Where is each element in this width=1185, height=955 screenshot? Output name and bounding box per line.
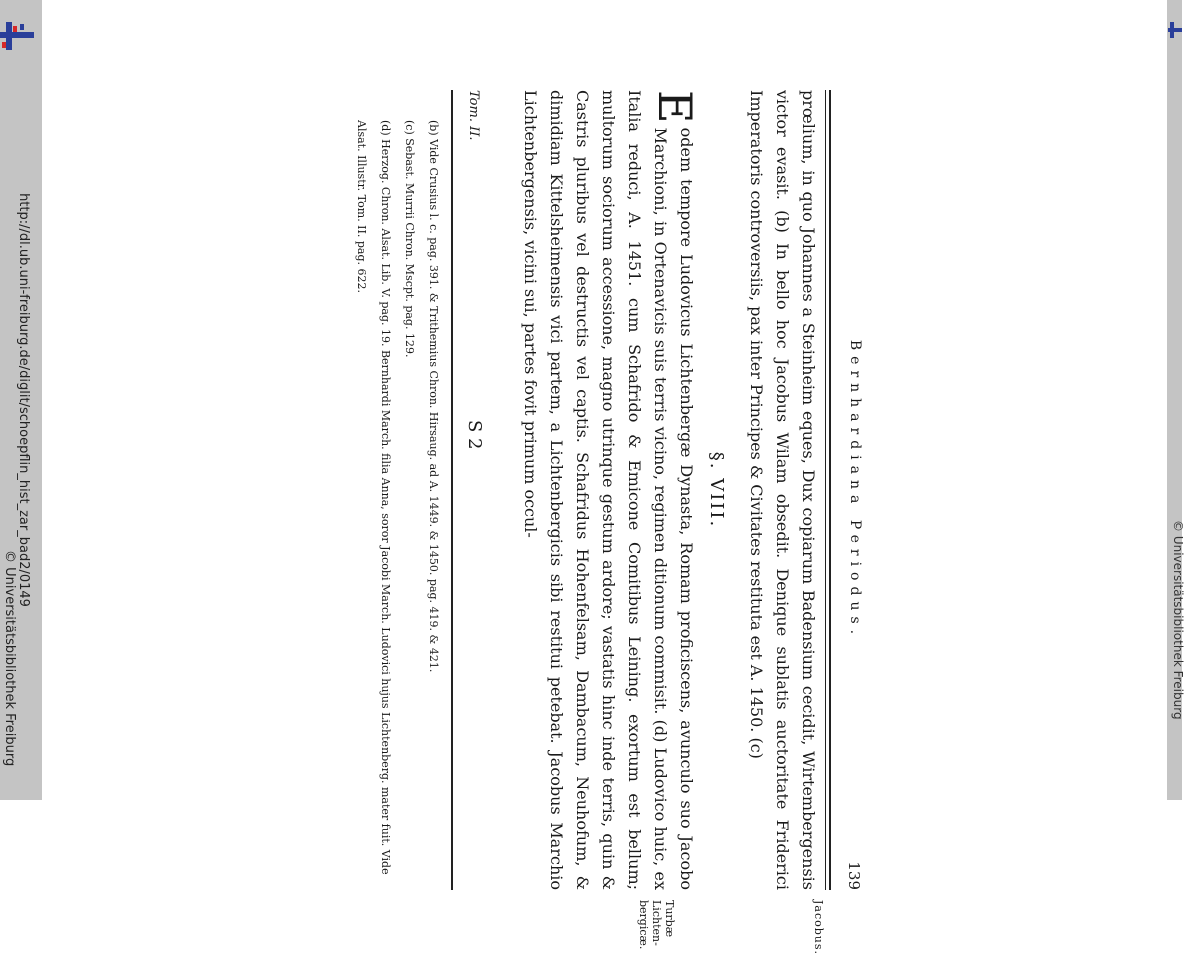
copyright-notice-right: © Universitätsbibliothek Freiburg [1171,520,1185,720]
running-head [841,90,863,890]
section-heading: §. VIII. [706,451,727,529]
page-number: 139 [845,861,863,890]
header-rule [825,90,831,890]
drop-cap: E [648,90,702,124]
scanned-book-page [311,90,871,955]
paragraph-1: prœlium, in quo Johannes a Steinheim eques, Dux copiarum Badensium cecidit, Wirtembergensis victor evasit. (b) In bello hoc Jacobus Wilam obsedit. Denique sublatis auctoritate Friderici Imperatoris controversiis, pax inter Principes & Civitates restituta est A. 1450. (c) [747,90,818,890]
volume-label: Tom. II. [466,90,481,141]
source-url[interactable]: http://dl.ub.uni-freiburg.de/diglit/schoepflin_hist_zar_bad2/0149 [16,193,31,607]
margin-note-turbae: Turbæ Lichten-bergicæ. [637,900,676,950]
body-text [517,90,821,890]
footnote-b: (b) Vide Crusius l. c. pag. 391. & Trithemius Chron. Hirsaug. ad A. 1449. & 1450. pag. 419. & 421. [427,120,440,673]
footnotes [349,120,445,890]
library-logo-icon-right [1168,22,1182,38]
margin-note-jacobus: Jacobus. [812,900,825,955]
footnote-c: (c) Sebast. Murrii Chron. Mscpt. pag. 129. [403,120,416,358]
signature-mark: S 2 [464,420,485,450]
paragraph-2 [517,90,702,890]
footnote-d: (d) Herzog. Chron. Alsat. Lib. V. pag. 19. Bernhardi March. filia Anna, soror Jacobi March. Ludovici hujus Lichtenberg. mater fuit. Vide Alsat. Illustr. Tom. II. pag. 622. [355,120,392,875]
footnote-rule [451,90,453,890]
running-head-title: Bernhardiana Periodus. [847,339,863,641]
copyright-notice: © Universitätsbibliothek Freiburg [2,550,17,767]
paragraph-2-text: odem tempore Ludovicus Lichtenbergæ Dynasta, Romam proficiscens, avunculo suo Jacobo Marchioni, in Ortenavicis suis terris vicino, regimen ditionum commisit. (d) Ludovico huic, ex Italia reduci, A. 1451. cum Schafrido & Emicone Comitibus Leining. exortum est bellum; multorum sociorum accessione, magno utrinque gestum ardore; vastatis hinc inde terris, quin & Castris pluribus vel destructis vel captis. Schafridus Hohenfelsam, Dambacum, Neuhofum, & dimidiam Kittelsheimensis vici partem, a Lichtenbergicis sibi restitui petebat. Jacobus Marchio Lichtenbergensis, vicini sui, partes fovit primum occul- [521,90,696,890]
